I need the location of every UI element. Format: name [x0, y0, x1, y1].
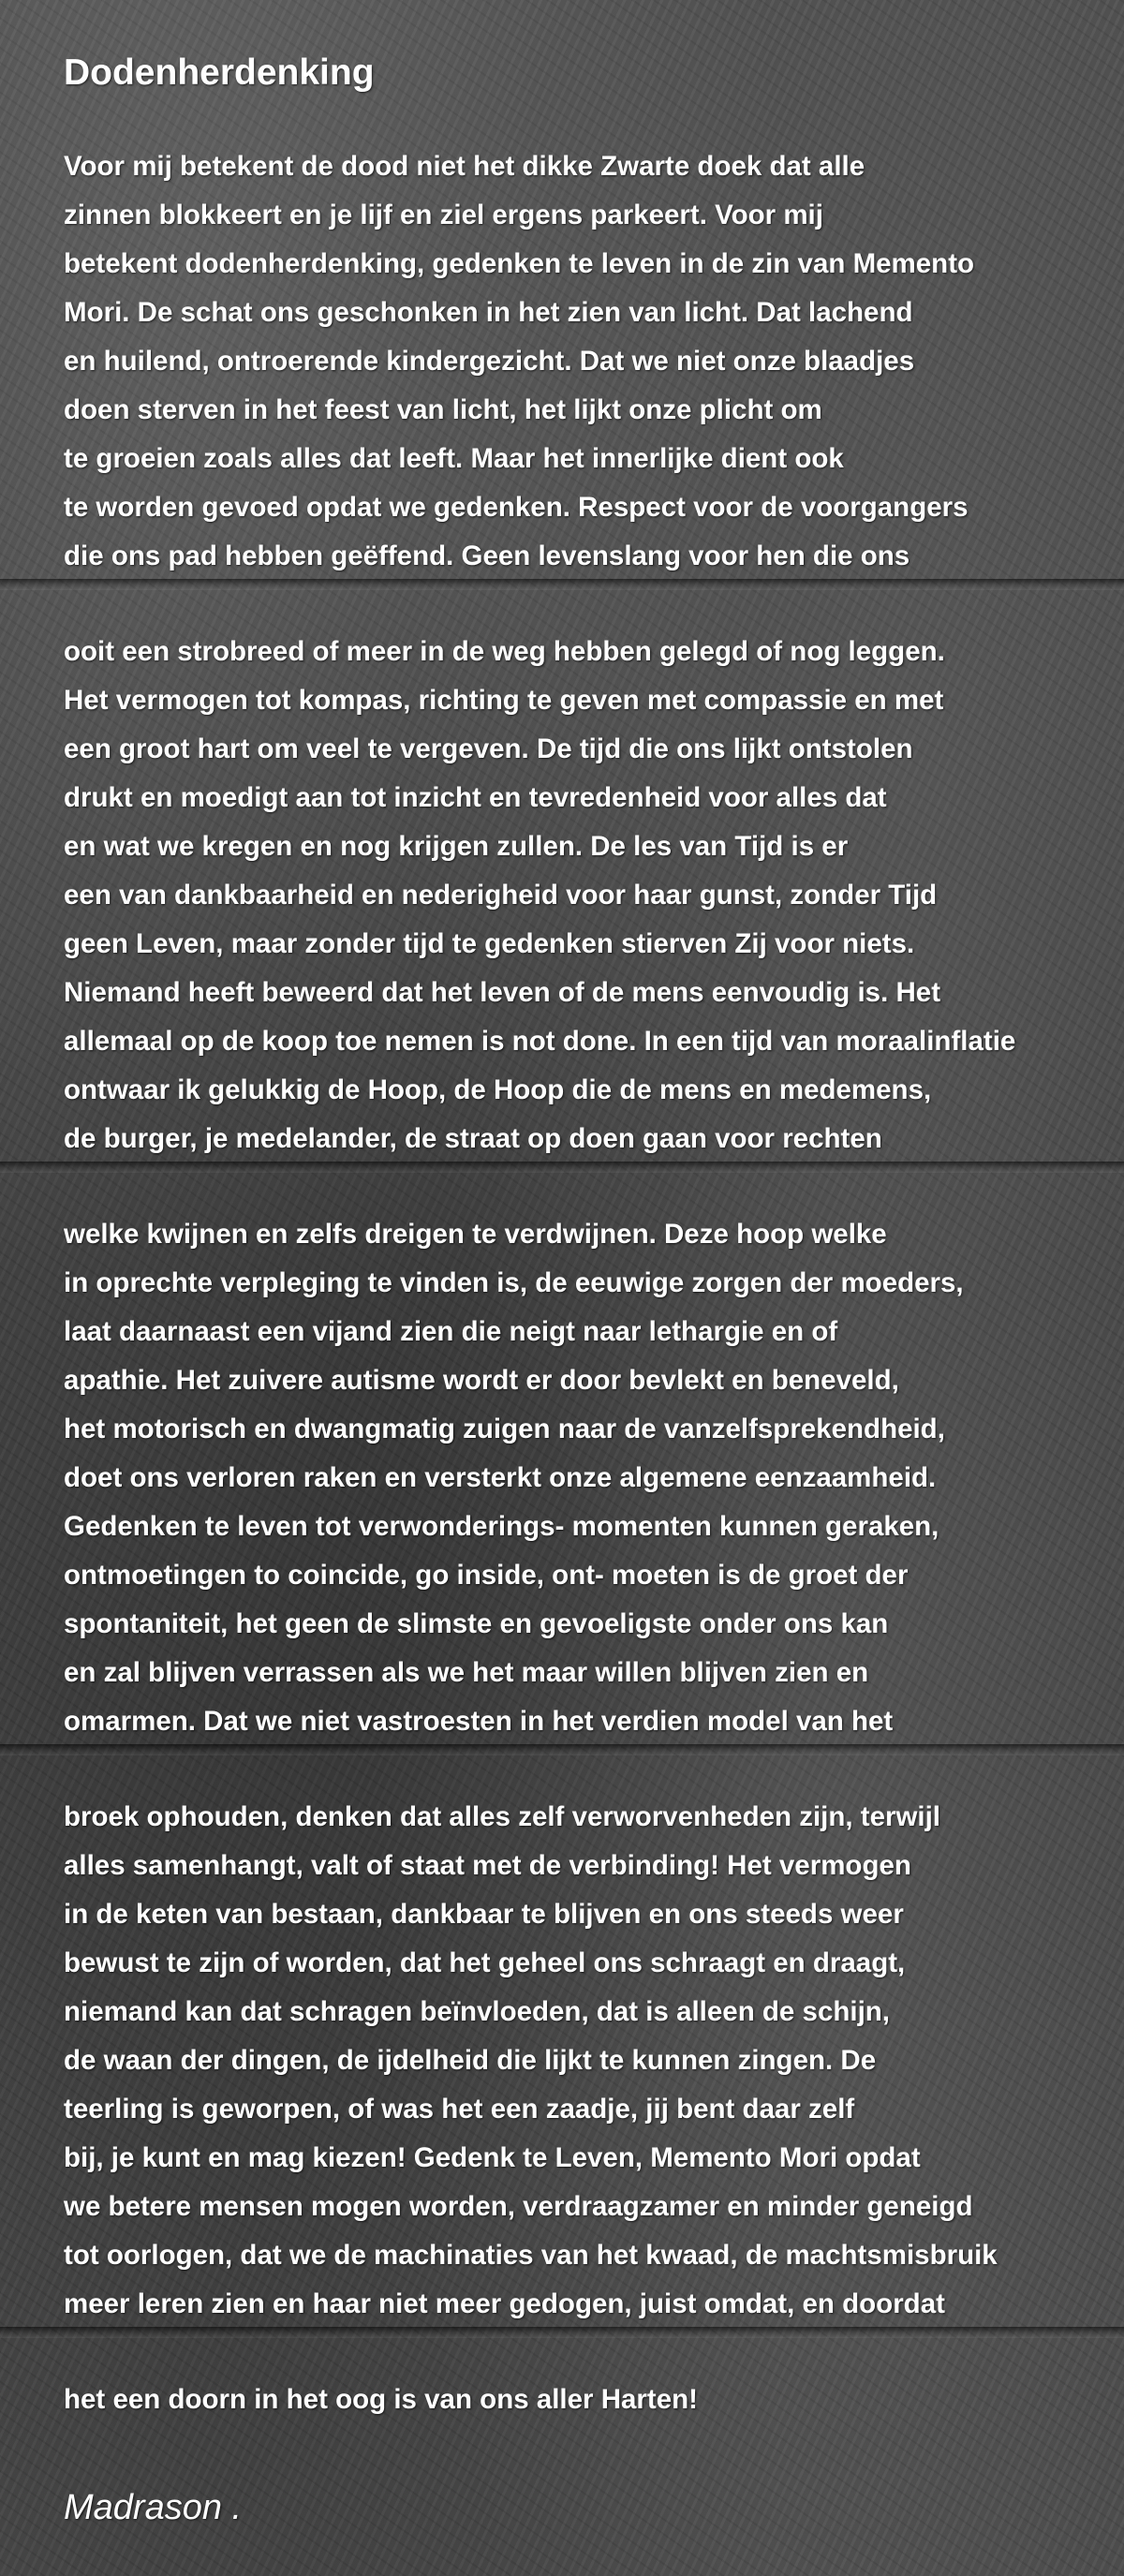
poem-line: zinnen blokkeert en je lijf en ziel ergens parkeert. Voor mij [64, 200, 823, 230]
poem-line: bewust te zijn of worden, dat het geheel ons schraagt en draagt, [64, 1947, 906, 1978]
poem-line: in oprechte verpleging te vinden is, de eeuwige zorgen der moeders, [64, 1267, 964, 1298]
poem-line: betekent dodenherdenking, gedenken te leven in de zin van Memento [64, 248, 975, 279]
poem-line: alles samenhangt, valt of staat met de verbinding! Het vermogen [64, 1850, 911, 1881]
poem-line: de waan der dingen, de ijdelheid die lijkt te kunnen zingen. De [64, 2045, 877, 2076]
stanza-1 [64, 142, 1117, 581]
poem-line: te groeien zoals alles dat leeft. Maar het innerlijke dient ook [64, 443, 844, 474]
poem-line: doen sterven in het feest van licht, het lijkt onze plicht om [64, 394, 822, 425]
poem-line: ooit een strobreed of meer in de weg hebben gelegd of nog leggen. [64, 636, 945, 667]
poem-line: Het vermogen tot kompas, richting te geven met compassie en met [64, 685, 944, 716]
poem-line: de burger, je medelander, de straat op doen gaan voor rechten [64, 1123, 882, 1154]
poem-line: tot oorlogen, dat we de machinaties van het kwaad, de machtsmisbruik [64, 2240, 998, 2271]
poem-line: die ons pad hebben geëffend. Geen levenslang voor hen die ons [64, 540, 910, 571]
poem-line: bij, je kunt en mag kiezen! Gedenk te Leven, Memento Mori opdat [64, 2142, 921, 2173]
poem-line: ontmoetingen to coincide, go inside, ont- moeten is de groet der [64, 1560, 909, 1591]
poem-line: apathie. Het zuivere autisme wordt er door bevlekt en beneveld, [64, 1365, 899, 1396]
poem-line: het een doorn in het oog is van ons aller Harten! [64, 2384, 698, 2415]
poem-line: ontwaar ik gelukkig de Hoop, de Hoop die de mens en medemens, [64, 1074, 932, 1105]
poem-line: een groot hart om veel te vergeven. De tijd die ons lijkt ontstolen [64, 733, 913, 764]
poem-line: welke kwijnen en zelfs dreigen te verdwijnen. Deze hoop welke [64, 1219, 887, 1250]
poem-line: meer leren zien en haar niet meer gedogen, juist omdat, en doordat [64, 2288, 945, 2319]
stanza-4 [64, 1793, 1117, 2329]
poem-line: en huilend, ontroerende kindergezicht. Dat we niet onze blaadjes [64, 346, 915, 377]
poem-line: broek ophouden, denken dat alles zelf verworvenheden zijn, terwijl [64, 1801, 941, 1832]
poem-line: teerling is geworpen, of was het een zaadje, jij bent daar zelf [64, 2094, 855, 2124]
poem-title: Dodenherdenking [64, 52, 375, 93]
stanza-2 [64, 628, 1117, 1163]
poem-line: laat daarnaast een vijand zien die neigt naar lethargie en of [64, 1316, 838, 1347]
poem-line: Voor mij betekent de dood niet het dikke Zwarte doek dat alle [64, 151, 865, 182]
poem-line: Mori. De schat ons geschonken in het zien van licht. Dat lachend [64, 297, 913, 328]
poem-line: in de keten van bestaan, dankbaar te blijven en ons steeds weer [64, 1899, 904, 1930]
poem-line: te worden gevoed opdat we gedenken. Respect voor de voorgangers [64, 492, 969, 523]
poem-line: allemaal op de koop toe nemen is not done. In een tijd van moraalinflatie [64, 1026, 1016, 1057]
poem-line: het motorisch en dwangmatig zuigen naar de vanzelfsprekendheid, [64, 1414, 945, 1444]
poem-line: en wat we kregen en nog krijgen zullen. De les van Tijd is er [64, 831, 849, 862]
stanza-3 [64, 1210, 1117, 1746]
stanza-5 [64, 2376, 1117, 2424]
poem-line: drukt en moedigt aan tot inzicht en tevredenheid voor alles dat [64, 782, 887, 813]
author-signature: Madrason . [64, 2488, 243, 2527]
poem-line: we betere mensen mogen worden, verdraagzamer en minder geneigd [64, 2191, 973, 2222]
poem-line: omarmen. Dat we niet vastroesten in het verdien model van het [64, 1706, 894, 1737]
poem-line: spontaniteit, het geen de slimste en gevoeligste onder ons kan [64, 1608, 889, 1639]
poem-line: geen Leven, maar zonder tijd te gedenken stierven Zij voor niets. [64, 928, 915, 959]
poem-line: en zal blijven verrassen als we het maar willen blijven zien en [64, 1657, 869, 1688]
poem-line: niemand kan dat schragen beïnvloeden, dat is alleen de schijn, [64, 1996, 890, 2027]
poem-line: Niemand heeft beweerd dat het leven of de mens eenvoudig is. Het [64, 977, 941, 1008]
poem-line: doet ons verloren raken en versterkt onze algemene eenzaamheid. [64, 1462, 937, 1493]
poem-line: Gedenken te leven tot verwonderings- momenten kunnen geraken, [64, 1511, 939, 1542]
poem-line: een van dankbaarheid en nederigheid voor haar gunst, zonder Tijd [64, 880, 938, 910]
